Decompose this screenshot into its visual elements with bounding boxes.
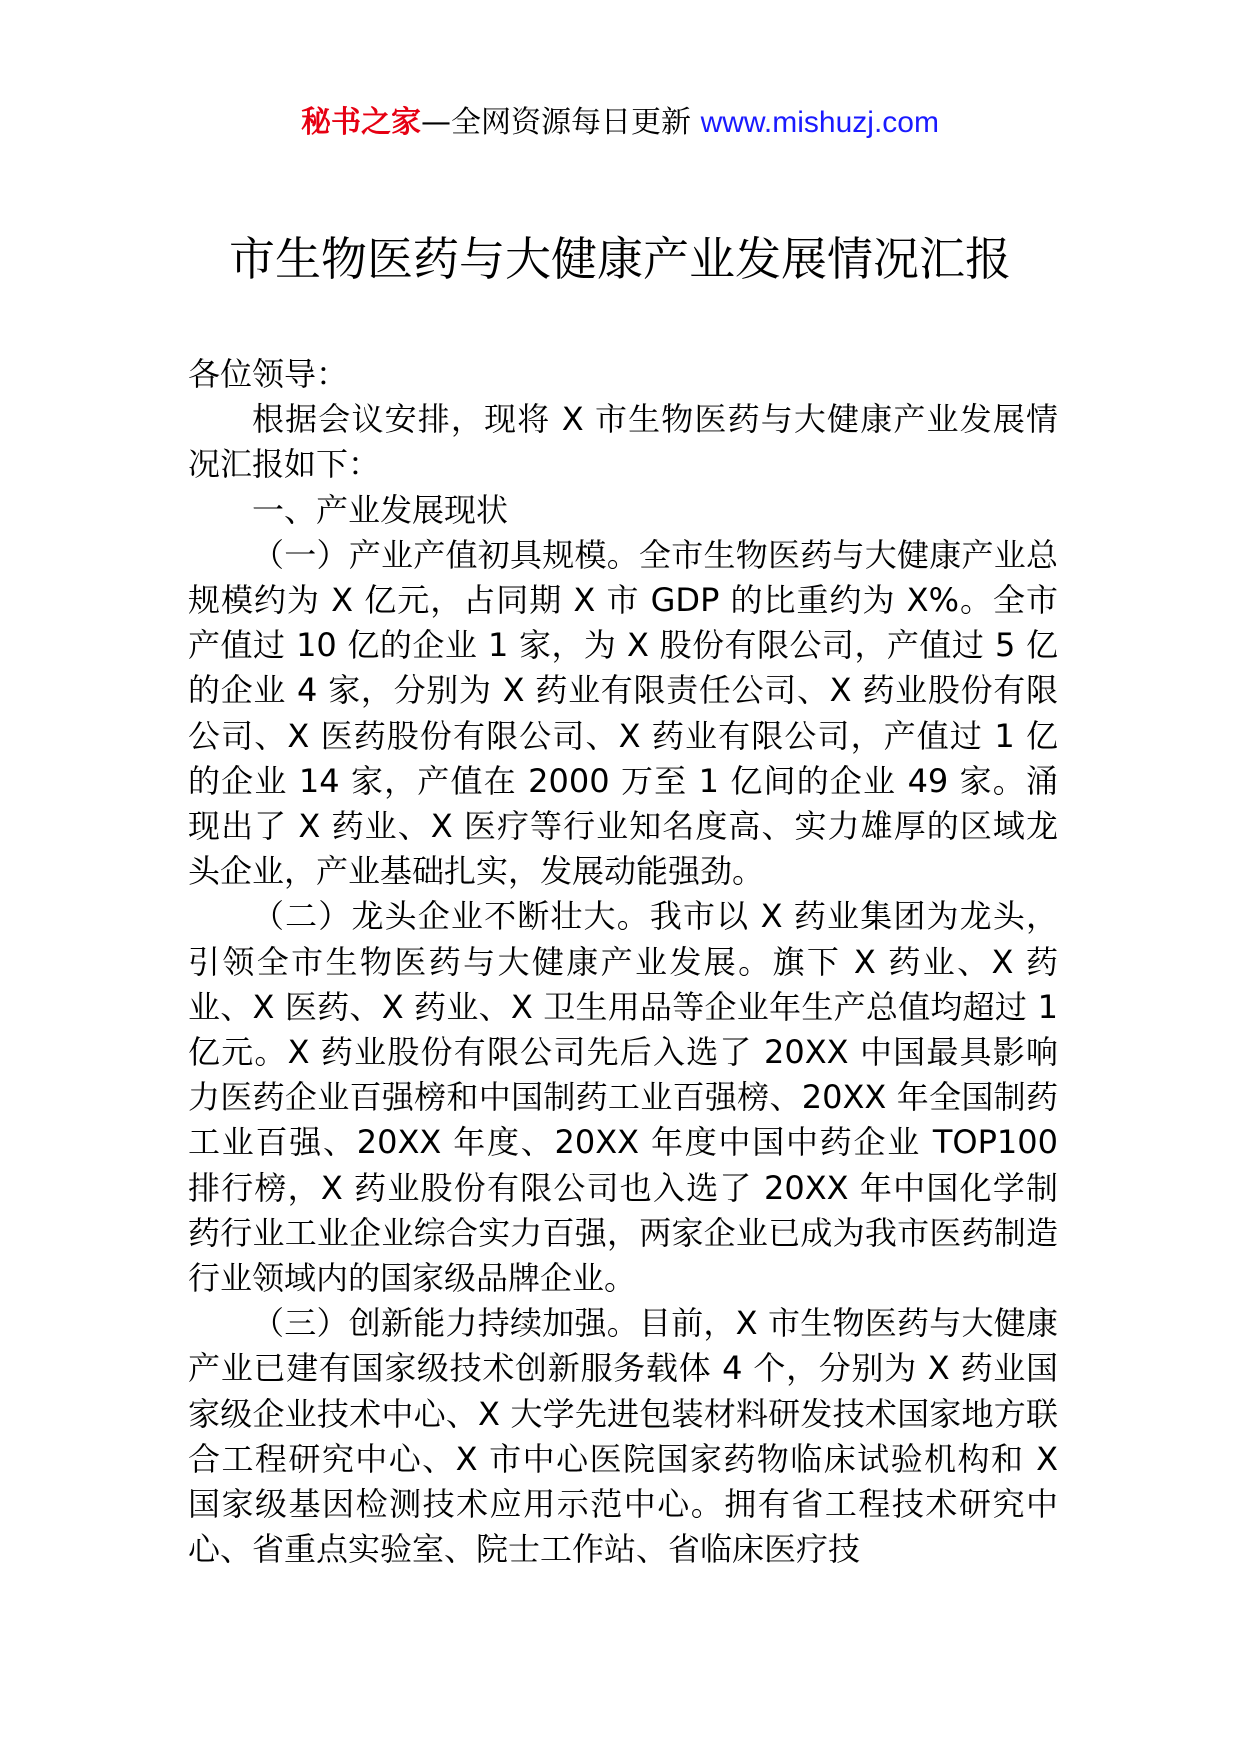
paragraph-output-scale: （一）产业产值初具规模。全市生物医药与大健康产业总规模约为 X 亿元，占同期 X 市 GDP 的比重约为 X%。全市产值过 10 亿的企业 1 家，为 X 股份有限公司，产值过 5 亿的企业 4 家，分别为 X 药业有限责任公司、X 药业股份有限公司、X 医药股份有限公司、X 药业有限公司，产值过 1 亿的企业 14 家，产值在 2000 万至 1 亿间的企业 49 家。涌现出了 X 药业、X 医疗等行业知名度高、实力雄厚的区域龙头企业，产业基础扎实，发展动能强劲。 bbox=[188, 535, 1058, 891]
salutation: 各位领导： bbox=[188, 355, 349, 393]
header-tagline: —全网资源每日更新 bbox=[421, 105, 692, 140]
document-body bbox=[188, 352, 1058, 1572]
document-title: 市生物医药与大健康产业发展情况汇报 bbox=[229, 232, 1011, 286]
intro-paragraph: 根据会议安排，现将 X 市生物医药与大健康产业发展情况汇报如下： bbox=[188, 400, 1058, 484]
brand-name: 秘书之家 bbox=[301, 105, 422, 140]
site-header bbox=[0, 100, 1240, 146]
section-heading: 一、产业发展现状 bbox=[252, 490, 509, 529]
paragraph-leading-enterprises: （二）龙头企业不断壮大。我市以 X 药业集团为龙头，引领全市生物医药与大健康产业发展。旗下 X 药业、X 药业、X 医药、X 药业、X 卫生用品等企业年生产总值均超过 1 亿元。X 药业股份有限公司先后入选了 20XX 中国最具影响力医药企业百强榜和中国制药工业百强榜、20XX 年全国制药工业百强、20XX 年度、20XX 年度中国中药企业 TOP100 排行榜，X 药业股份有限公司也入选了 20XX 年中国化学制药行业工业企业综合实力百强，两家企业已成为我市医药制造行业领域内的国家级品牌企业。 bbox=[188, 897, 1058, 1298]
paragraph-innovation: （三）创新能力持续加强。目前，X 市生物医药与大健康产业已建有国家级技术创新服务载体 4 个，分别为 X 药业国家级企业技术中心、X 大学先进包装材料研发技术国家地方联合工程研究中心、X 市中心医院国家药物临床试验机构和 X 国家级基因检测技术应用示范中心。拥有省工程技术研究中心、省重点实验室、院士工作站、省临床医疗技 bbox=[188, 1304, 1058, 1569]
site-url-link[interactable]: www.mishuzj.com bbox=[700, 106, 939, 139]
